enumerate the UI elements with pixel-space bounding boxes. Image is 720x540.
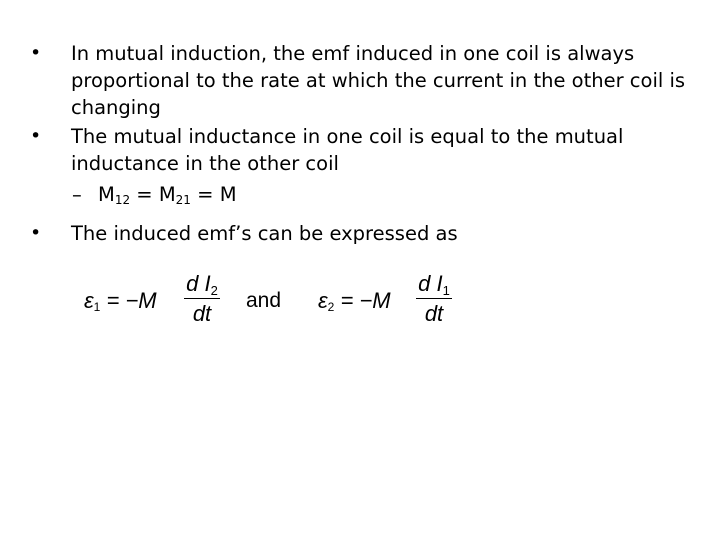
bullet-marker: • [30, 42, 42, 64]
emf-equation [84, 270, 484, 334]
fraction-numerator: d I2 [186, 271, 218, 298]
bullet-marker: • [30, 222, 42, 244]
bullet-text: In mutual induction, the emf induced in one coil is always proportional to the rate at which the current in the other coil is changing [71, 42, 686, 119]
bullet-marker: • [30, 125, 42, 147]
fraction-di2-dt [184, 270, 220, 327]
fraction-denominator: dt [424, 301, 444, 326]
bullet-item [30, 123, 690, 177]
bullet-text: The induced emf’s can be expressed as [71, 222, 458, 245]
dash-marker: – [72, 183, 82, 206]
emf-2-lhs: ε2 = −M [318, 288, 391, 314]
bullet-text: The mutual inductance in one coil is equal to the mutual inductance in the other coil [71, 125, 624, 175]
bullet-item [30, 220, 690, 247]
bullet-list [30, 40, 690, 249]
and-text: and [246, 289, 282, 312]
fraction-bar [184, 298, 220, 299]
fraction-numerator: d I1 [418, 271, 450, 298]
fraction-bar [416, 298, 452, 299]
fraction-denominator: dt [192, 301, 212, 326]
bullet-item [30, 40, 690, 121]
sub-bullet-item [30, 181, 690, 214]
fraction-di1-dt [416, 270, 452, 327]
emf-1-lhs: ε1 = −M [84, 288, 157, 314]
mutual-inductance-relation: $M_{12} = M_{21} = M$ [98, 183, 237, 207]
